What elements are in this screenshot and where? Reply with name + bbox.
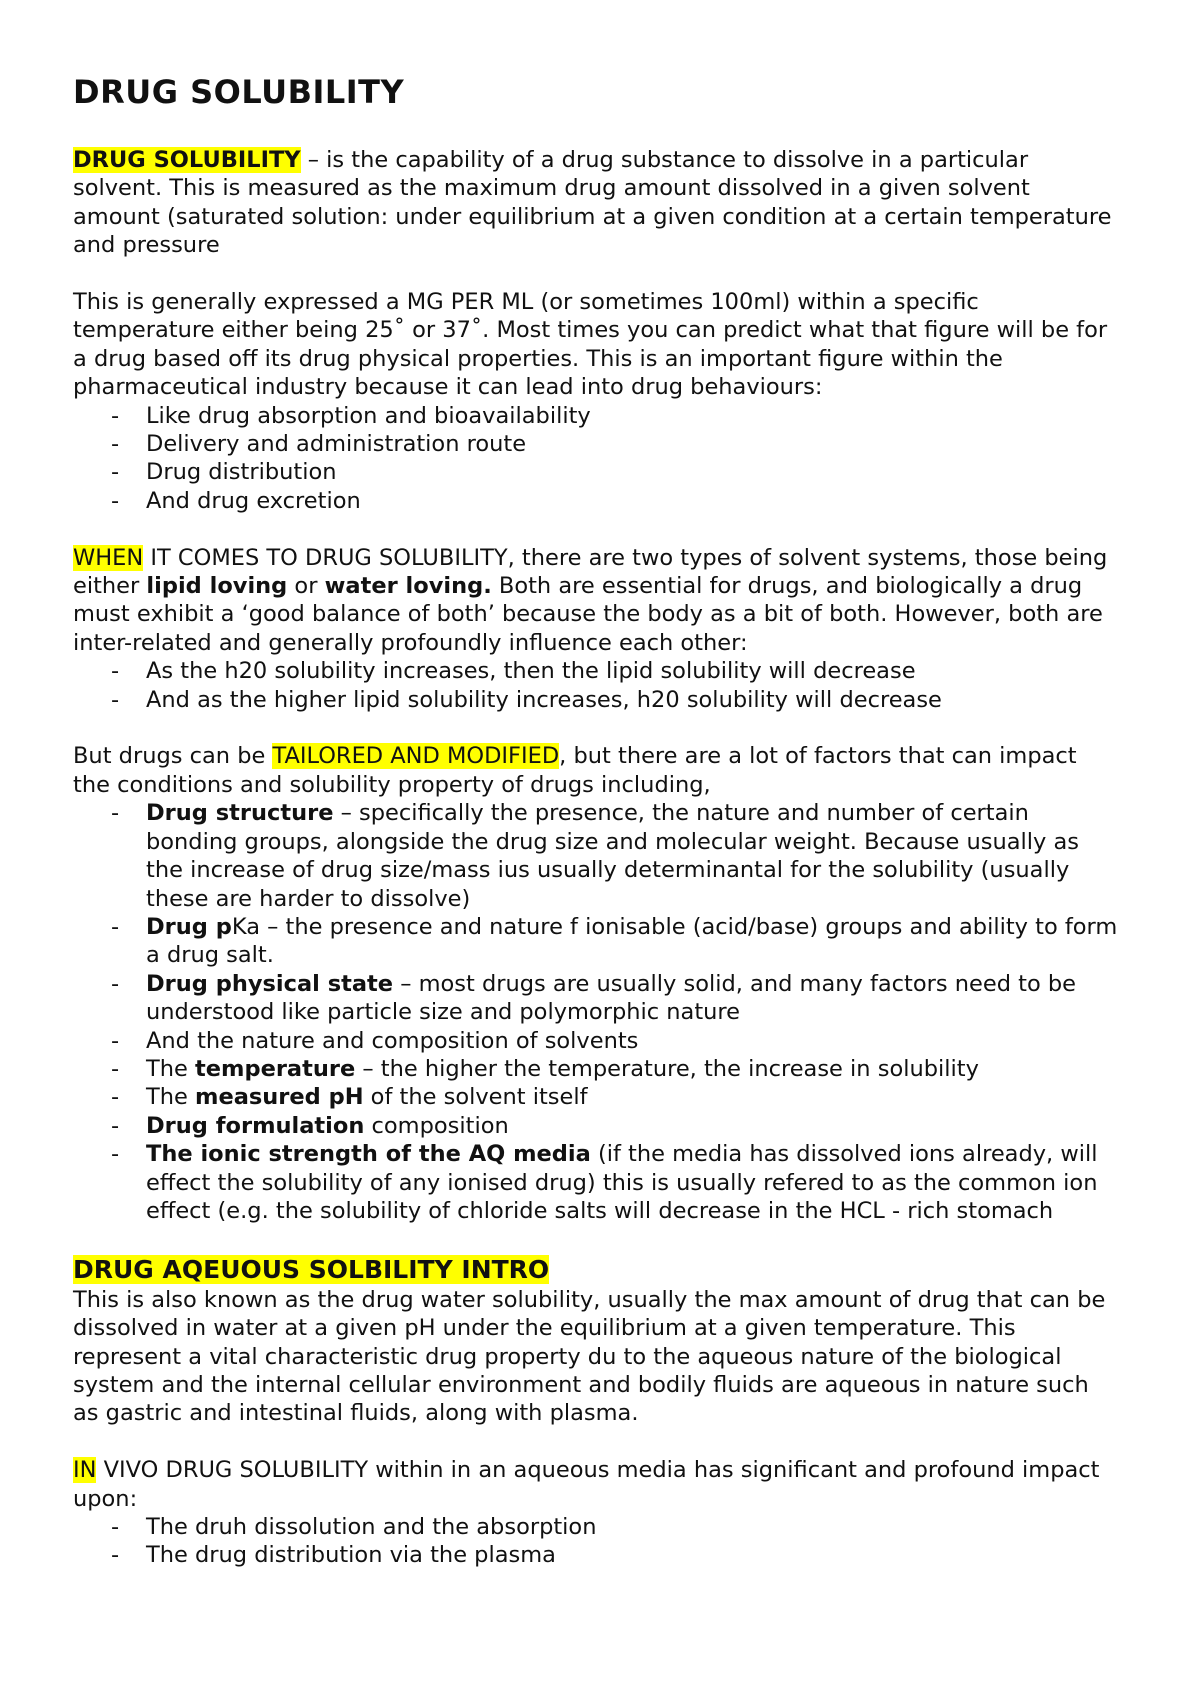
- highlighted-word: IN: [73, 1457, 97, 1484]
- bold-term: Drug p: [146, 913, 232, 940]
- drug-behaviours-list: [73, 402, 1120, 516]
- bold-term: temperature: [195, 1055, 356, 1082]
- bold-term: Drug formulation: [146, 1112, 365, 1139]
- list-item: - And as the higher lipid solubility increases, h20 solubility will decrease: [73, 686, 1120, 714]
- paragraph-text: But drugs can be: [73, 743, 273, 770]
- bold-term: Drug physical state: [146, 970, 394, 997]
- item-text: The: [146, 1084, 195, 1111]
- section-heading: [73, 1254, 1120, 1286]
- in-vivo-impact-list: [73, 1513, 1120, 1570]
- bold-term: measured pH: [195, 1084, 364, 1111]
- item-text: (if the media has dissolved ions already, will effect the solubility of any ionised drug) this is usually refered to as the common ion effect (e.g. the solubility of chloride salts will decrease in the HCL - rich stomach: [146, 1141, 1098, 1224]
- item-text: – specifically the presence, the nature and number of certain bonding groups, alongside the drug size and molecular weight. Because usually as the increase of drug size/mass ius usually determinantal for the solubility (usually these are harder to dissolve): [146, 800, 1080, 912]
- list-item: [73, 913, 1120, 970]
- item-text: Ka – the presence and nature f ionisable (acid/base) groups and ability to form a drug salt.: [146, 913, 1118, 969]
- definition-paragraph: [73, 146, 1120, 260]
- aqueous-solubility-paragraph: This is also known as the drug water solubility, usually the max amount of drug that can be dissolved in water at a given pH under the equilibrium at a given temperature. This represent a vital characteristic drug property du to the aqueous nature of the biological system and the internal cellular environment and bodily fluids are aqueous in nature such as gastric and intestinal fluids, along with plasma.: [73, 1286, 1106, 1427]
- paragraph-text: IT COMES TO DRUG SOLUBILITY, there are two types of solvent systems, those being either: [73, 544, 1108, 600]
- list-item: [73, 1083, 1120, 1111]
- bold-term: Drug structure: [146, 800, 334, 827]
- item-text: – the higher the temperature, the increase in solubility: [355, 1055, 979, 1082]
- list-item: - The druh dissolution and the absorption: [73, 1513, 1120, 1541]
- list-item: - The drug distribution via the plasma: [73, 1541, 1120, 1569]
- highlighted-term: DRUG SOLUBILITY: [73, 147, 301, 173]
- item-text: composition: [364, 1112, 509, 1139]
- factors-paragraph: [73, 742, 1120, 799]
- definition-text: – is the capability of a drug substance to dissolve in a particular solvent. This is measured as the maximum drug amount dissolved in a given solvent amount (saturated solution: under equilibrium at a given condition at a certain temperature and pressure: [73, 147, 1112, 259]
- paragraph-gap: [73, 260, 1120, 288]
- solvent-systems-paragraph: [73, 544, 1120, 658]
- item-text: of the solvent itself: [363, 1084, 588, 1111]
- expression-paragraph: This is generally expressed a MG PER ML (or sometimes 100ml) within a specific temperature either being 25˚ or 37˚. Most times you can predict what that figure will be for a drug based off its drug physical properties. This is an important figure within the pharmaceutical industry because it can lead into drug behaviours:: [73, 289, 1108, 401]
- list-item: [73, 1055, 1120, 1083]
- bold-term: The ionic strength of the AQ media: [146, 1141, 591, 1168]
- bold-term: lipid loving: [146, 573, 288, 600]
- list-item: - Drug distribution: [73, 458, 1120, 486]
- paragraph-text: or: [287, 573, 325, 600]
- factors-list: [73, 799, 1120, 1225]
- paragraph-text: Both are essential for drugs, and biologically a drug must exhibit a ‘good balance of both’ because the body as a bit of both. However, both are inter-related and generally profoundly influence each other:: [73, 573, 1103, 656]
- list-item: - Like drug absorption and bioavailability: [73, 402, 1120, 430]
- paragraph-text: , but there are a lot of factors that can impact the conditions and solubility property of drugs including,: [73, 743, 1077, 798]
- list-item: [73, 799, 1120, 913]
- item-text: – most drugs are usually solid, and many factors need to be understood like particle size and polymorphic nature: [146, 970, 1077, 1026]
- paragraph-gap: [73, 1428, 1120, 1456]
- solubility-relation-list: [73, 657, 1120, 714]
- paragraph-text: VIVO DRUG SOLUBILITY within in an aqueous media has significant and profound impact upon:: [73, 1457, 1100, 1512]
- list-item: - And the nature and composition of solvents: [73, 1027, 1120, 1055]
- page-title: DRUG SOLUBILITY: [73, 73, 405, 111]
- list-item: [73, 970, 1120, 1027]
- list-item: [73, 1140, 1120, 1225]
- in-vivo-paragraph: [73, 1456, 1120, 1513]
- list-item: - Delivery and administration route: [73, 430, 1120, 458]
- list-item: - As the h20 solubility increases, then the lipid solubility will decrease: [73, 657, 1120, 685]
- bold-term: water loving.: [324, 573, 492, 600]
- paragraph-gap: [73, 1225, 1120, 1253]
- paragraph-gap: [73, 515, 1120, 543]
- highlighted-heading: DRUG AQEUOUS SOLBILITY INTRO: [73, 1254, 550, 1284]
- paragraph-gap: [73, 714, 1120, 742]
- list-item: - And drug excretion: [73, 487, 1120, 515]
- item-text: The: [146, 1055, 195, 1082]
- highlighted-word: WHEN: [73, 544, 144, 571]
- list-item: [73, 1112, 1120, 1140]
- highlighted-phrase: TAILORED AND MODIFIED: [272, 743, 560, 770]
